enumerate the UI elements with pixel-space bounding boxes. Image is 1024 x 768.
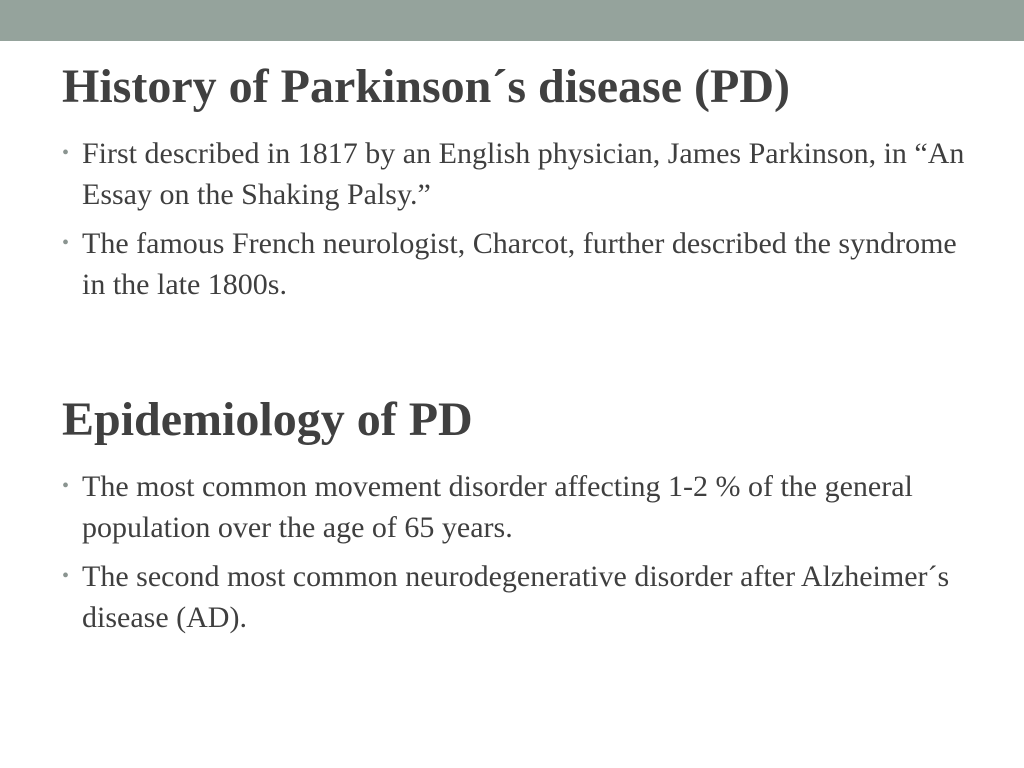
bullet-icon: •	[62, 232, 70, 254]
epidemiology-bullet-2	[62, 556, 982, 638]
epidemiology-section	[62, 390, 982, 646]
epidemiology-bullet-list	[62, 466, 982, 638]
top-accent-bar	[0, 0, 1024, 41]
history-section	[62, 57, 982, 313]
history-bullet-list	[62, 133, 982, 305]
bullet-text: The second most common neurodegenerative disorder after Alzheimer´s disease (AD).	[82, 560, 950, 634]
bullet-icon: •	[62, 565, 70, 587]
history-title: History of Parkinson´s disease (PD)	[62, 60, 790, 113]
bullet-text: The most common movement disorder affecting 1-2 % of the general population over the age of 65 years.	[82, 470, 913, 544]
bullet-icon: •	[62, 142, 70, 164]
bullet-icon: •	[62, 475, 70, 497]
bullet-text: The famous French neurologist, Charcot, further described the syndrome in the late 1800s.	[82, 227, 957, 301]
epidemiology-title: Epidemiology of PD	[62, 393, 473, 446]
history-bullet-2	[62, 223, 982, 305]
history-bullet-1	[62, 133, 982, 215]
epidemiology-bullet-1	[62, 466, 982, 548]
bullet-text: First described in 1817 by an English physician, James Parkinson, in “An Essay on the Shaking Palsy.”	[82, 137, 965, 211]
